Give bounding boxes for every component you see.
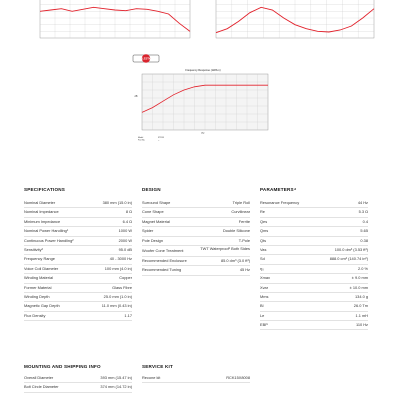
spec-row — [24, 284, 132, 293]
design-row — [142, 237, 250, 246]
param-value: 44 Hz — [357, 200, 368, 205]
param-row — [260, 227, 368, 236]
kit-value: RCK15X8008 — [226, 375, 250, 380]
param-label: Re — [260, 209, 265, 215]
spec-row — [24, 246, 132, 255]
spec-value: 380 mm (15.0 in) — [102, 200, 132, 205]
mount-label: Overall Diameter — [24, 375, 54, 380]
design-label: Recommended Tuning — [142, 267, 182, 273]
spec-label: Frequency Range — [24, 256, 55, 262]
design-row — [142, 266, 250, 275]
spec-label: Nominal Impedance — [24, 209, 59, 215]
param-row — [260, 265, 368, 274]
param-value: 0.4 — [362, 218, 368, 224]
param-row — [260, 199, 368, 208]
param-row — [260, 312, 368, 321]
param-value: 1.1 mH — [355, 312, 368, 318]
design-row — [142, 208, 250, 217]
param-value: ± 9.0 mm — [351, 275, 368, 281]
chart-legend — [138, 137, 164, 142]
design-value: 45 Hz — [239, 267, 250, 273]
param-label: Xmax — [260, 275, 270, 281]
param-value: 26.0 Tm — [353, 303, 368, 309]
param-value: 100.0 dm³ (3.53 ft³) — [334, 246, 368, 252]
mount-value: 374 mm (14.72 in) — [100, 384, 132, 390]
spec-value: 95.0 dB — [118, 246, 132, 252]
spec-label: Sensitivity³ — [24, 246, 43, 252]
param-label: EBP — [260, 322, 268, 328]
spec-value: 1000 W — [118, 228, 132, 234]
spec-row — [24, 227, 132, 236]
spec-label: Magnetic Gap Depth — [24, 303, 60, 309]
design-value: Triple Roll — [232, 200, 250, 205]
spec-value: 40 - 3000 Hz — [109, 256, 132, 262]
spec-label: Nominal Power Handling¹ — [24, 228, 69, 234]
spec-row — [24, 302, 132, 311]
legend-label: Part No. — [138, 139, 145, 142]
spec-value: Copper — [119, 275, 132, 281]
design-value: Double Silicone — [222, 228, 250, 234]
spec-value: 6.4 Ω — [122, 218, 132, 224]
param-row — [260, 302, 368, 311]
spec-label: Nominal Diameter — [24, 200, 56, 205]
param-row — [260, 246, 368, 255]
mount-row — [24, 374, 132, 383]
mounting-title: MOUNTING AND SHIPPING INFO — [24, 364, 101, 369]
param-row — [260, 284, 368, 293]
design-table — [142, 199, 250, 276]
design-row — [142, 227, 250, 236]
chart-title: Frequency Response (1W/1m) — [185, 69, 221, 72]
param-row — [260, 321, 368, 330]
spec-value: 25.0 mm (1.0 in) — [103, 293, 132, 299]
param-label: Bl — [260, 303, 264, 309]
spec-label: Winding Depth — [24, 293, 50, 299]
parameters-table — [260, 199, 368, 330]
param-value: 134.0 g — [355, 293, 368, 299]
y-axis-label: dB — [134, 95, 138, 98]
spec-value: 100 mm (4.0 in) — [104, 265, 132, 271]
spec-label: Voice Coil Diameter — [24, 265, 59, 271]
brand-logo — [133, 54, 159, 62]
param-label: Resonance Frequency — [260, 200, 300, 205]
spec-label: Minimum Impedance — [24, 218, 61, 224]
specifications-table — [24, 199, 132, 321]
spec-row — [24, 274, 132, 283]
design-value: TWT Waterproof¹ Both Sides — [200, 245, 250, 251]
param-row — [260, 237, 368, 246]
param-label: Sd — [260, 256, 265, 262]
param-label: Qts — [260, 237, 267, 243]
service-kit-title: SERVICE KIT — [142, 364, 173, 369]
param-value: 5.65 — [360, 228, 368, 234]
param-value: 110 Hz — [355, 322, 368, 328]
design-label: Cone Shape — [142, 209, 164, 215]
design-label: Magnet Material — [142, 218, 170, 224]
mount-label: Bolt Circle Diameter — [24, 384, 59, 390]
param-label: Le — [260, 312, 265, 318]
kit-row — [142, 374, 250, 383]
design-label: Pole Design — [142, 237, 163, 243]
param-row — [260, 208, 368, 217]
param-label: Vas — [260, 246, 267, 252]
param-label: Xvar — [260, 284, 268, 290]
param-value: 2.0 % — [358, 265, 368, 271]
design-row — [142, 257, 250, 266]
spec-row — [24, 208, 132, 217]
spec-value: 11.0 mm (0.43 in) — [101, 303, 132, 309]
design-value: 85.0 dm³ (3.0 ft³) — [221, 257, 250, 263]
mounting-table — [24, 374, 132, 393]
design-row — [142, 218, 250, 227]
frequency-response-chart — [128, 52, 274, 144]
param-row — [260, 293, 368, 302]
design-value: Ferrite — [238, 218, 250, 224]
spec-row — [24, 312, 132, 321]
spec-value: 2000 W — [118, 237, 132, 243]
design-value: Curvilinear — [231, 209, 250, 215]
spec-value: Glass Fibre — [112, 284, 132, 290]
param-label: Qes — [260, 218, 268, 224]
spec-row — [24, 265, 132, 274]
design-label: Recommended Enclosure — [142, 257, 187, 263]
brand-logo-text: CELESTION — [138, 57, 154, 61]
top-right-chart-svg — [212, 0, 384, 44]
param-label: η₀ — [260, 265, 264, 271]
param-value: 5.3 Ω — [358, 209, 368, 215]
specifications-title: SPECIFICATIONS — [24, 187, 65, 192]
service-kit-table — [142, 374, 250, 383]
mount-value: 393 mm (15.47 in) — [100, 375, 132, 380]
spec-row — [24, 237, 132, 246]
param-label: Mms — [260, 293, 269, 299]
legend-value: -- — [158, 139, 160, 142]
param-row — [260, 274, 368, 283]
param-value: 0.38 — [360, 237, 368, 243]
design-label: Spider — [142, 228, 154, 234]
param-value: 888.0 cm² (140.74 in²) — [329, 256, 368, 262]
mount-row — [24, 383, 132, 392]
design-title: DESIGN — [142, 187, 161, 192]
param-row — [260, 255, 368, 264]
parameters-title: PARAMETERS⁴ — [260, 187, 297, 192]
design-value: T-Pole — [238, 237, 250, 243]
legend-label: Model — [138, 137, 144, 139]
spec-row — [24, 293, 132, 302]
kit-label: Recone kit — [142, 375, 161, 380]
spec-label: Continuous Power Handling² — [24, 237, 74, 243]
spec-value: 1.17 — [124, 312, 132, 318]
spec-label: Winding Material — [24, 275, 53, 281]
top-left-chart — [18, 0, 198, 44]
spec-row — [24, 255, 132, 264]
spec-value: 8 Ω — [125, 209, 132, 215]
param-value: ± 10.0 mm — [349, 284, 368, 290]
design-row — [142, 199, 250, 208]
top-right-chart — [212, 0, 384, 44]
frequency-response-svg — [128, 52, 274, 144]
design-label: Surround Shape — [142, 200, 171, 205]
param-label: Qms — [260, 228, 269, 234]
param-row — [260, 218, 368, 227]
spec-label: Flux Density — [24, 312, 46, 318]
design-row — [142, 246, 250, 257]
spec-label: Former Material — [24, 284, 52, 290]
spec-row — [24, 218, 132, 227]
top-left-chart-svg — [18, 0, 198, 44]
design-label: Woofer Cone Treatment — [142, 247, 184, 253]
x-axis-label: Hz — [201, 132, 205, 135]
spec-row — [24, 199, 132, 208]
legend-value: FTR18 — [158, 137, 164, 139]
